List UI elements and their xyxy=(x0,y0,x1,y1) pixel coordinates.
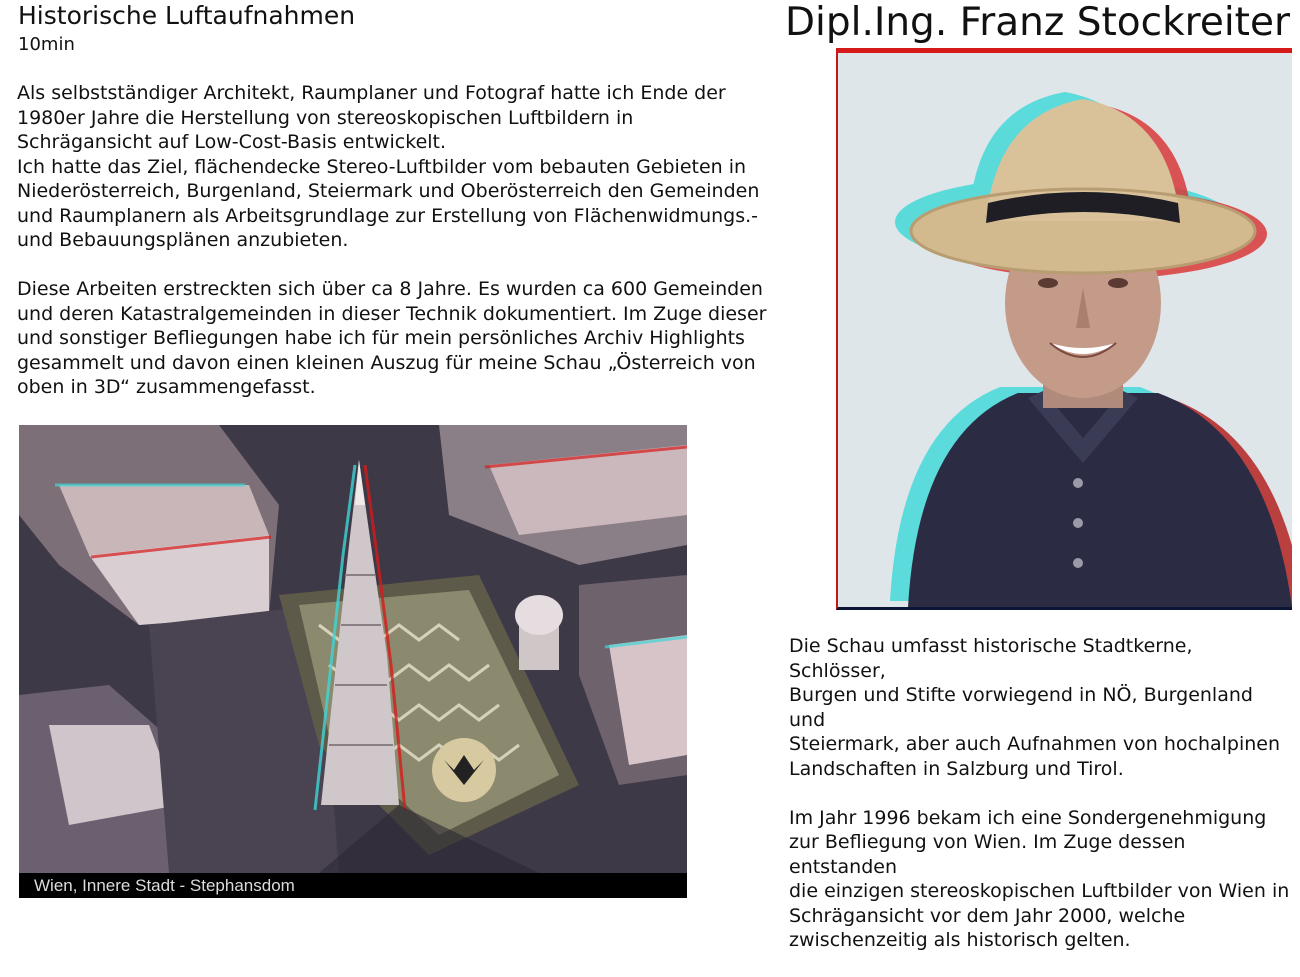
intro-paragraph-1: Als selbstständiger Architekt, Raumplaner und Fotograf hatte ich Ende der 1980er Jahre die Herstellung von stereoskopischen Luftbildern in Schrägansicht auf Low-Cost-Basis entwickelt. Ich hatte das Ziel, flächendecke Stereo-Luftbilder vom bebauten Gebieten in Niederösterreich, Burgenland, Steiermark und Oberösterreich den Gemeinden und Raumplanern als Arbeitsgrundlage zur Erstellung von Flächenwidmungs.- und Bebauungsplänen anzubieten. xyxy=(17,82,760,251)
author-portrait-image xyxy=(836,48,1292,610)
intro-paragraph-2: Diese Arbeiten erstreckten sich über ca 8 Jahre. Es wurden ca 600 Gemeinden und deren Katastralgemeinden in dieser Technik dokumentiert. Im Zuge dieser und sonstiger Befliegungen habe ich für mein persönliches Archiv Highlights gesammelt und davon einen kleinen Auszug für meine Schau „Österreich von oben in 3D“ zusammengefasst. xyxy=(17,278,767,398)
details-paragraph-1: Die Schau umfasst historische Stadtkerne, Schlösser, Burgen und Stifte vorwiegend in NÖ, Burgenland und Steiermark, aber auch Aufnahmen von hochalpinen Landschaften in Salzburg und Tirol. xyxy=(789,635,1281,780)
aerial-graphic xyxy=(19,425,687,873)
details-paragraph-2: Im Jahr 1996 bekam ich eine Sondergenehmigung zur Befliegung von Wien. Im Zuge dessen entstanden die einzigen stereoskopischen Luftbilder von Wien in Schrägansicht vor dem Jahr 2000, welche zwischenzeitig als historisch gelten. xyxy=(789,806,1290,951)
details-text xyxy=(789,634,1294,977)
page-title: Historische Luftaufnahmen xyxy=(18,1,356,30)
duration-label: 10min xyxy=(18,34,75,55)
portrait-graphic xyxy=(838,53,1292,607)
stephansdom-aerial-image xyxy=(19,425,687,873)
photo-caption: Wien, Innere Stadt - Stephansdom xyxy=(19,873,687,898)
intro-text xyxy=(17,81,777,424)
author-name: Dipl.Ing. Franz Stockreiter xyxy=(784,0,1290,45)
